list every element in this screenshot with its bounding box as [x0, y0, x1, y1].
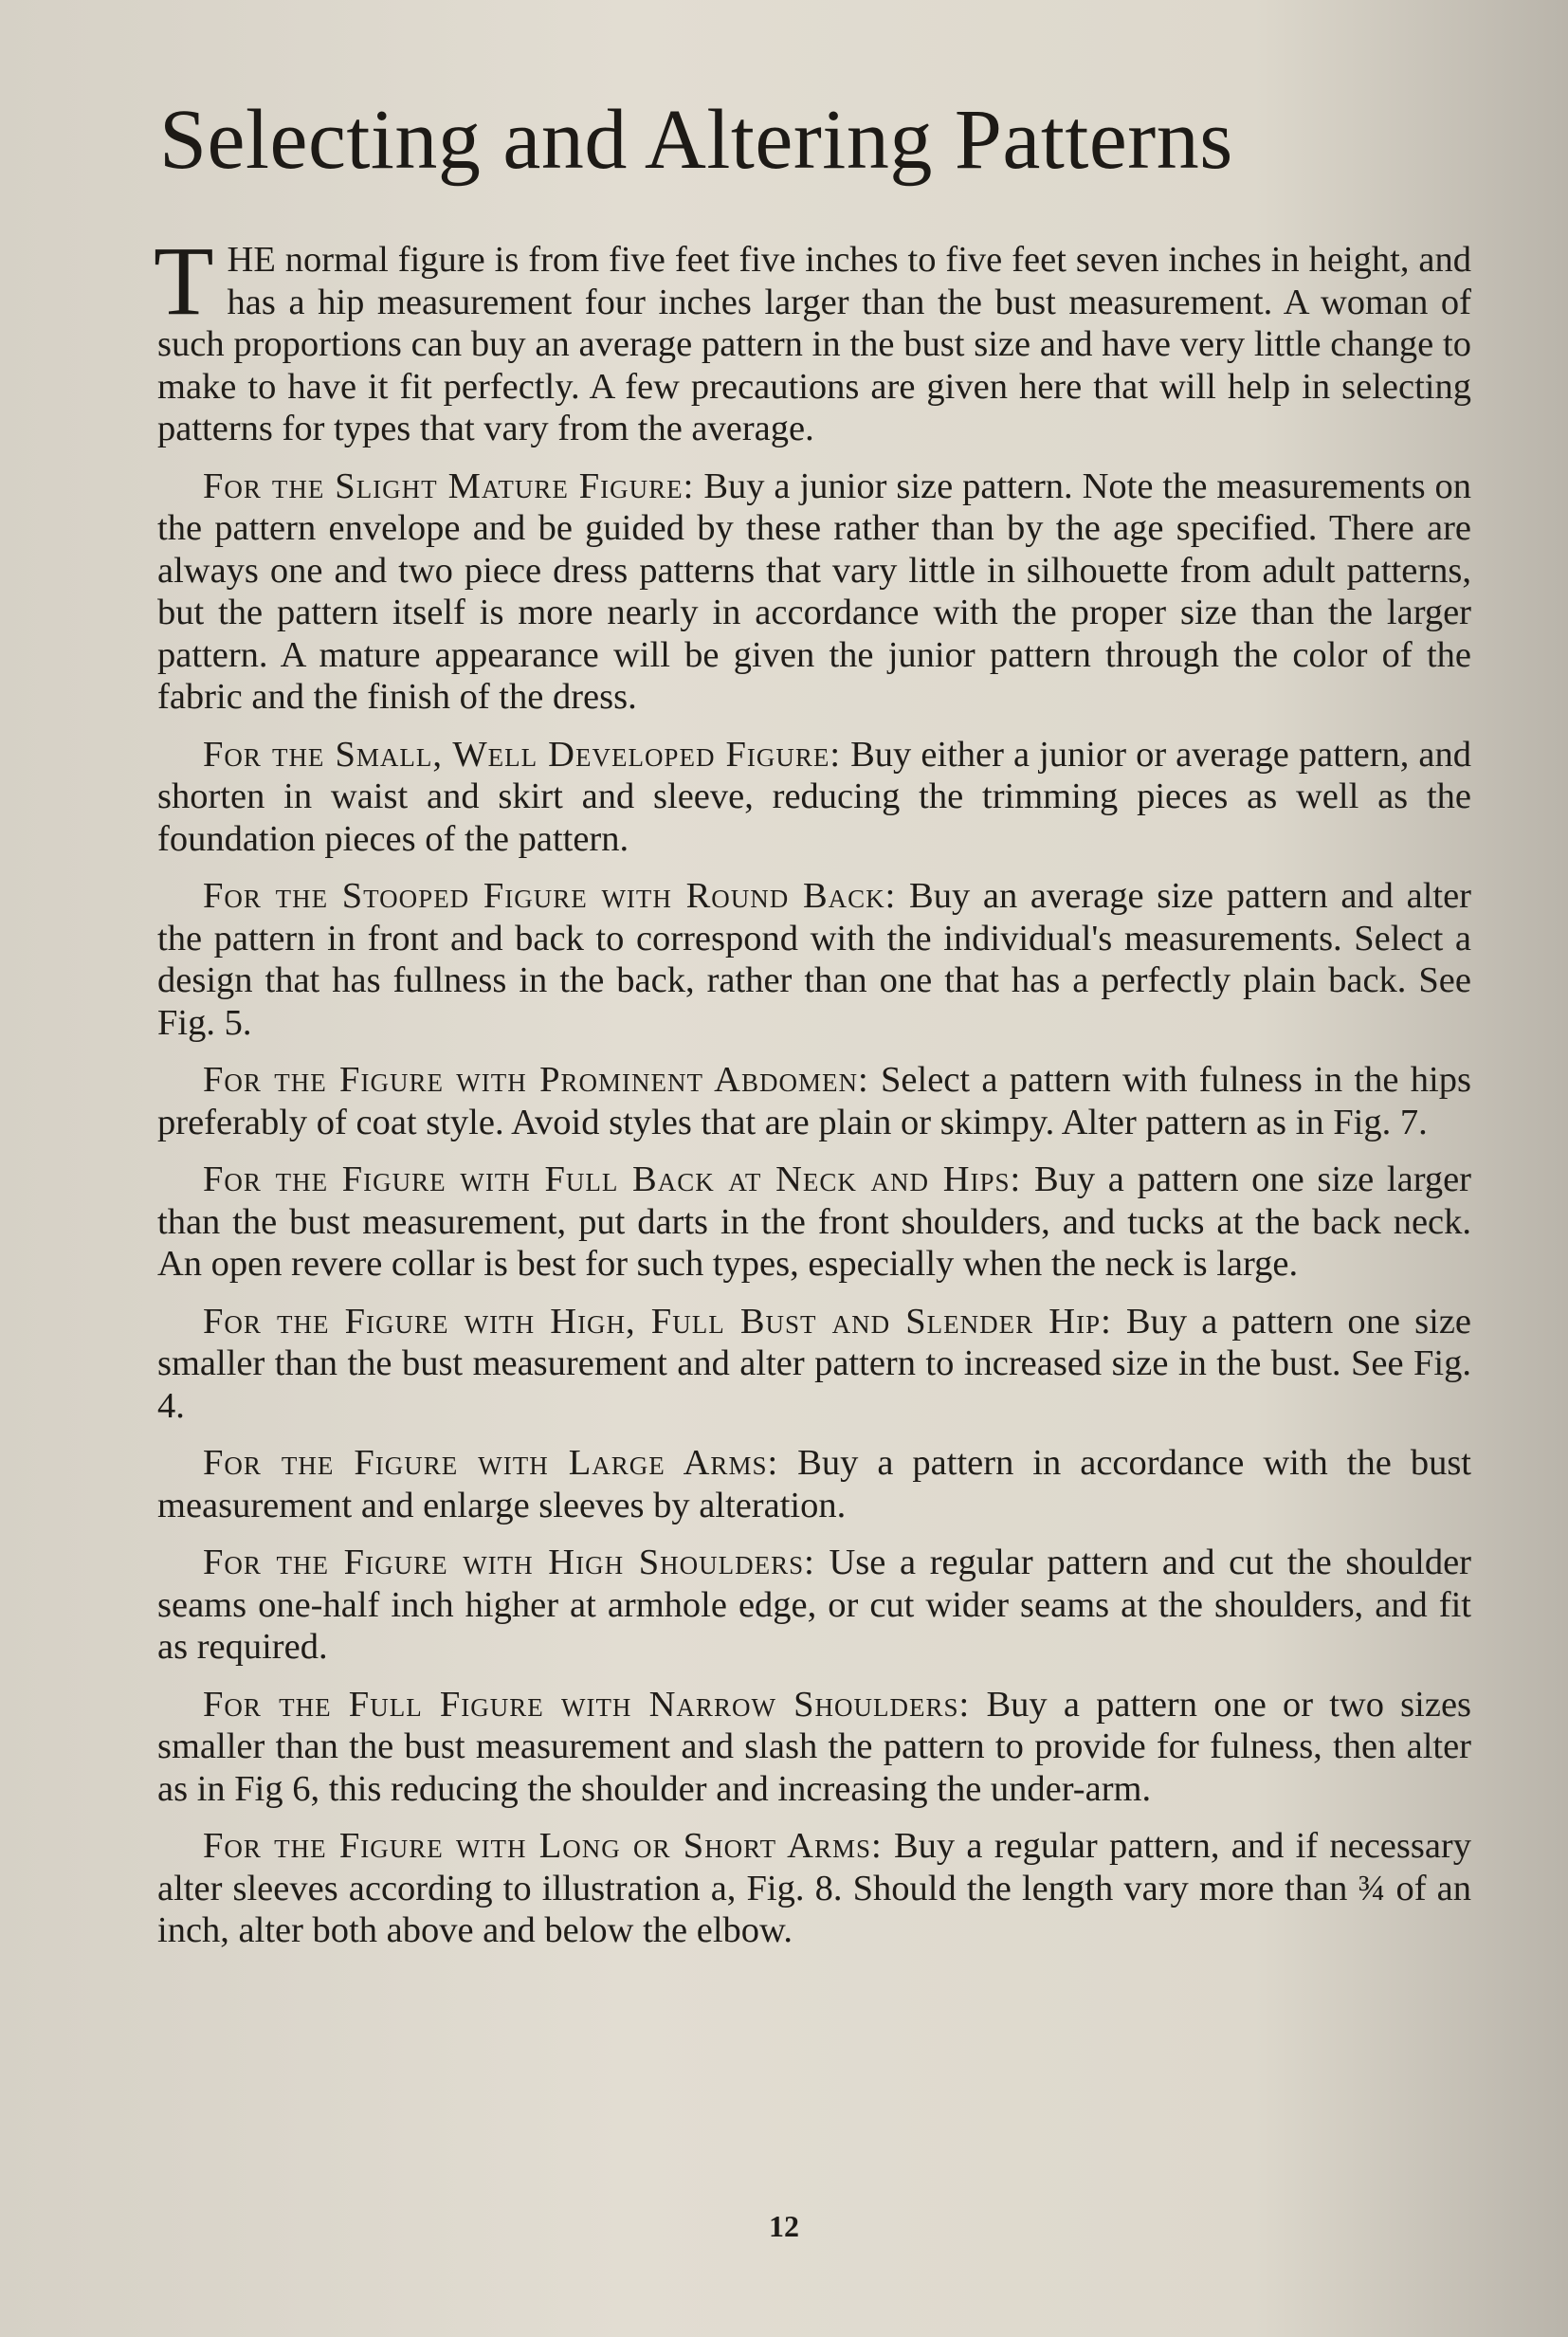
section-text: Buy either a junior or average pattern, and shorten in waist and skirt and sleeve, reducing the trimming pieces as well as the foundation pieces of the pattern. [157, 734, 1472, 859]
section-paragraph [157, 734, 1471, 861]
section-paragraph [157, 1159, 1471, 1286]
section-lead: For the Small, Well Developed Figure: [203, 734, 842, 775]
section-text: Buy an average size pattern and alter the pattern in front and back to correspond with the individual's measurements. Select a design that has fullness in the back, rather than one that has a perfectly plain back. See Fig. 5. [157, 876, 1472, 1043]
drop-cap: T [154, 227, 214, 336]
section-text: Buy a regular pattern, and if necessary alter sleeves according to illustration a, Fig. 8. Should the length vary more than ¾ of an inch, alter both above and below the elbow. [157, 1826, 1471, 1950]
page-title: Selecting and Altering Patterns [159, 93, 1233, 187]
section-text: Buy a junior size pattern. Note the measurements on the pattern envelope and be guided by these rather than by the age specified. There are always one and two piece dress patterns that vary little in silhouette from adult patterns, but the pattern itself is more nearly in accordance with the proper size than the larger pattern. A mature appearance will be given the junior pattern through the color of the fabric and the finish of the dress. [157, 466, 1472, 717]
section-paragraph [157, 1059, 1471, 1143]
section-paragraph [157, 1442, 1471, 1526]
section-text: Use a regular pattern and cut the shoulder seams one-half inch higher at armhole edge, or cut wider seams at the shoulders, and fit as required. [157, 1543, 1471, 1667]
section-lead: For the Figure with Full Back at Neck and Hips: [203, 1159, 1022, 1199]
section-paragraph [157, 1684, 1471, 1811]
section-lead: For the Figure with High, Full Bust and Slender Hip: [203, 1301, 1112, 1342]
section-paragraph [157, 1542, 1471, 1669]
section-lead: For the Stooped Figure with Round Back: [203, 876, 897, 916]
section-paragraph [157, 1301, 1471, 1428]
section-text: Buy a pattern in accordance with the bust measurement and enlarge sleeves by alteration. [157, 1443, 1471, 1525]
section-paragraph [157, 1825, 1471, 1952]
section-paragraph [157, 875, 1471, 1044]
section-text: Buy a pattern one size smaller than the bust measurement and alter pattern to increased size in the bust. See Fig. 4. [157, 1301, 1471, 1426]
intro-text: HE normal figure is from five feet five inches to five feet seven inches in height, and has a hip measurement four inches larger than the bust measurement. A woman of such proportions can buy an average pattern in the bust size and have very little change to make to have it fit perfectly. A few precautions are given here that will help in selecting patterns for types that vary from the average. [157, 240, 1471, 448]
section-text: Select a pattern with fulness in the hips preferably of coat style. Avoid styles that are plain or skimpy. Alter pattern as in Fig. 7. [157, 1060, 1471, 1142]
section-lead: For the Figure with Large Arms: [203, 1443, 779, 1483]
intro-paragraph [154, 227, 1471, 450]
section-text: Buy a pattern one or two sizes smaller than the bust measurement and slash the pattern to provide for fulness, then alter as in Fig 6, this reducing the shoulder and increasing the under-arm. [157, 1684, 1472, 1809]
section-lead: For the Figure with Prominent Abdomen: [203, 1060, 869, 1100]
body-text [154, 227, 1472, 1967]
section-paragraph [157, 466, 1471, 719]
section-lead: For the Full Figure with Narrow Shoulders: [203, 1684, 971, 1725]
section-lead: For the Figure with Long or Short Arms: [203, 1826, 883, 1866]
page-number: 12 [769, 2209, 799, 2243]
section-lead: For the Slight Mature Figure: [203, 466, 695, 506]
section-lead: For the Figure with High Shoulders: [203, 1543, 815, 1582]
section-text: Buy a pattern one size larger than the bust measurement, put darts in the front shoulders, and tucks at the back neck. An open revere collar is best for such types, especially when the neck is large. [157, 1159, 1472, 1284]
